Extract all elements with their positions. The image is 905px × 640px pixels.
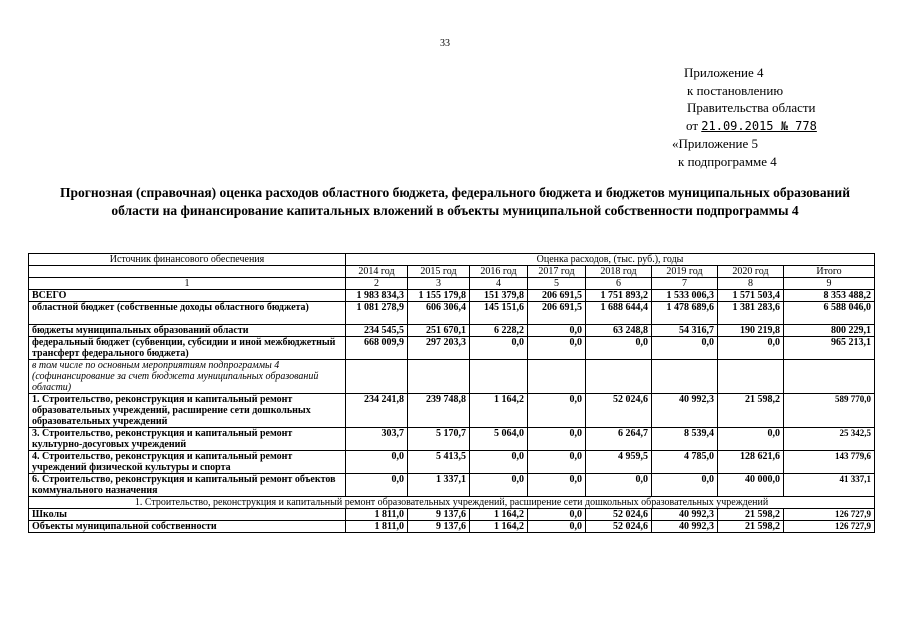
value-cell: 40 000,0 — [718, 474, 784, 497]
column-number: 4 — [470, 278, 528, 290]
value-cell: 589 770,0 — [784, 394, 875, 428]
column-number: 7 — [652, 278, 718, 290]
value-cell: 8 539,4 — [652, 428, 718, 451]
empty-cell — [29, 266, 346, 278]
estimate-header: Оценка расходов, (тыс. руб.), годы — [346, 254, 875, 266]
year-header: 2017 год — [528, 266, 586, 278]
value-cell — [784, 360, 875, 394]
row-label: ВСЕГО — [29, 290, 346, 302]
value-cell: 4 785,0 — [652, 451, 718, 474]
column-number: 6 — [586, 278, 652, 290]
value-cell — [586, 360, 652, 394]
value-cell: 0,0 — [652, 474, 718, 497]
value-cell: 41 337,1 — [784, 474, 875, 497]
value-cell: 63 248,8 — [586, 325, 652, 337]
value-cell: 0,0 — [528, 451, 586, 474]
value-cell: 0,0 — [528, 521, 586, 533]
row-label: областной бюджет (собственные доходы областного бюджета) — [29, 302, 346, 325]
value-cell: 6 228,2 — [470, 325, 528, 337]
value-cell: 0,0 — [528, 474, 586, 497]
table-row — [29, 509, 875, 521]
value-cell: 206 691,5 — [528, 302, 586, 325]
value-cell — [528, 360, 586, 394]
value-cell: 25 342,5 — [784, 428, 875, 451]
value-cell — [718, 360, 784, 394]
table-row — [29, 474, 875, 497]
value-cell: 1 155 179,8 — [408, 290, 470, 302]
column-number: 5 — [528, 278, 586, 290]
table-row — [29, 394, 875, 428]
value-cell: 0,0 — [346, 451, 408, 474]
value-cell: 8 353 488,2 — [784, 290, 875, 302]
appendix-line-6: к подпрограмме 4 — [678, 153, 777, 169]
value-cell: 4 959,5 — [586, 451, 652, 474]
value-cell: 668 009,9 — [346, 337, 408, 360]
value-cell: 0,0 — [528, 337, 586, 360]
row-label: 1. Строительство, реконструкция и капитальный ремонт образовательных учреждений, расширение сети дошкольных образовательных учреждений — [29, 394, 346, 428]
appendix-line-2: к постановлению — [687, 82, 784, 98]
value-cell: 1 381 283,6 — [718, 302, 784, 325]
appendix-line-3: Правительства области — [687, 100, 816, 115]
value-cell: 126 727,9 — [784, 521, 875, 533]
value-cell: 0,0 — [586, 337, 652, 360]
value-cell: 234 545,5 — [346, 325, 408, 337]
value-cell: 0,0 — [528, 394, 586, 428]
value-cell: 1 164,2 — [470, 521, 528, 533]
table-row — [29, 428, 875, 451]
value-cell: 5 064,0 — [470, 428, 528, 451]
value-cell: 145 151,6 — [470, 302, 528, 325]
table-row — [29, 325, 875, 337]
value-cell: 800 229,1 — [784, 325, 875, 337]
value-cell: 251 670,1 — [408, 325, 470, 337]
value-cell — [470, 360, 528, 394]
value-cell: 1 571 503,4 — [718, 290, 784, 302]
value-cell: 1 081 278,9 — [346, 302, 408, 325]
value-cell: 0,0 — [470, 337, 528, 360]
value-cell: 1 811,0 — [346, 521, 408, 533]
value-cell: 0,0 — [586, 474, 652, 497]
value-cell: 54 316,7 — [652, 325, 718, 337]
value-cell: 6 588 046,0 — [784, 302, 875, 325]
year-header: 2015 год — [408, 266, 470, 278]
appendix-line-5: «Приложение 5 — [672, 136, 759, 151]
row-label: федеральный бюджет (субвенции, субсидии и иной межбюджетный трансферт федерального бюджета) — [29, 337, 346, 360]
year-header: 2016 год — [470, 266, 528, 278]
appendix-line-1: Приложение 4 — [684, 65, 764, 80]
value-cell: 1 337,1 — [408, 474, 470, 497]
table-row — [29, 360, 875, 394]
table-row — [29, 521, 875, 533]
section-header-row — [29, 497, 875, 509]
value-cell: 0,0 — [652, 337, 718, 360]
value-cell: 1 533 006,3 — [652, 290, 718, 302]
row-label: 6. Строительство, реконструкция и капитальный ремонт объектов коммунального назначения — [29, 474, 346, 497]
value-cell: 52 024,6 — [586, 394, 652, 428]
appendix-header — [672, 64, 817, 170]
value-cell: 21 598,2 — [718, 394, 784, 428]
value-cell: 5 413,5 — [408, 451, 470, 474]
value-cell: 1 478 689,6 — [652, 302, 718, 325]
value-cell — [346, 360, 408, 394]
value-cell: 40 992,3 — [652, 521, 718, 533]
row-label: Школы — [29, 509, 346, 521]
value-cell: 297 203,3 — [408, 337, 470, 360]
year-header: 2019 год — [652, 266, 718, 278]
section-header: 1. Строительство, реконструкция и капитальный ремонт образовательных учреждений, расширение сети дошкольных образовательных учреждений — [29, 497, 875, 509]
value-cell: 0,0 — [470, 474, 528, 497]
appendix-date-number: 21.09.2015 № 778 — [701, 118, 817, 133]
value-cell: 1 164,2 — [470, 509, 528, 521]
value-cell: 5 170,7 — [408, 428, 470, 451]
value-cell: 126 727,9 — [784, 509, 875, 521]
appendix-date-prefix: от — [686, 117, 699, 133]
value-cell: 234 241,8 — [346, 394, 408, 428]
column-number: 2 — [346, 278, 408, 290]
table-row — [29, 290, 875, 302]
value-cell: 0,0 — [470, 451, 528, 474]
table-row — [29, 302, 875, 325]
value-cell: 206 691,5 — [528, 290, 586, 302]
value-cell: 6 264,7 — [586, 428, 652, 451]
total-header: Итого — [784, 266, 875, 278]
value-cell: 21 598,2 — [718, 521, 784, 533]
value-cell: 0,0 — [718, 428, 784, 451]
table-row — [29, 337, 875, 360]
value-cell: 52 024,6 — [586, 521, 652, 533]
column-number: 3 — [408, 278, 470, 290]
row-label: в том числе по основным мероприятиям подпрограммы 4 (софинансирование за счет бюджета муниципальных образований области) — [29, 360, 346, 394]
year-header: 2018 год — [586, 266, 652, 278]
value-cell: 1 164,2 — [470, 394, 528, 428]
value-cell: 52 024,6 — [586, 509, 652, 521]
value-cell: 151 379,8 — [470, 290, 528, 302]
value-cell — [652, 360, 718, 394]
column-number: 8 — [718, 278, 784, 290]
row-label: бюджеты муниципальных образований области — [29, 325, 346, 337]
value-cell: 1 688 644,4 — [586, 302, 652, 325]
value-cell: 9 137,6 — [408, 509, 470, 521]
budget-table — [28, 253, 875, 533]
value-cell: 239 748,8 — [408, 394, 470, 428]
page-number: 33 — [440, 38, 450, 49]
value-cell: 0,0 — [528, 428, 586, 451]
value-cell: 190 219,8 — [718, 325, 784, 337]
value-cell: 0,0 — [718, 337, 784, 360]
value-cell: 40 992,3 — [652, 394, 718, 428]
table-row — [29, 451, 875, 474]
value-cell: 1 811,0 — [346, 509, 408, 521]
value-cell: 0,0 — [346, 474, 408, 497]
source-header: Источник финансового обеспечения — [29, 254, 346, 266]
value-cell: 143 779,6 — [784, 451, 875, 474]
value-cell: 606 306,4 — [408, 302, 470, 325]
value-cell: 1 983 834,3 — [346, 290, 408, 302]
value-cell — [408, 360, 470, 394]
document-title: Прогнозная (справочная) оценка расходов областного бюджета, федерального бюджета и бюджетов муниципальных образований области на финансирование капитальных вложений в объекты муниципальной собственности подпрограммы 4 — [60, 185, 850, 218]
year-header: 2020 год — [718, 266, 784, 278]
value-cell: 9 137,6 — [408, 521, 470, 533]
column-number: 1 — [29, 278, 346, 290]
value-cell: 965 213,1 — [784, 337, 875, 360]
value-cell: 0,0 — [528, 325, 586, 337]
value-cell: 303,7 — [346, 428, 408, 451]
value-cell: 128 621,6 — [718, 451, 784, 474]
value-cell: 0,0 — [528, 509, 586, 521]
row-label: Объекты муниципальной собственности — [29, 521, 346, 533]
year-header: 2014 год — [346, 266, 408, 278]
appendix-line-4 — [672, 117, 817, 136]
value-cell: 40 992,3 — [652, 509, 718, 521]
row-label: 3. Строительство, реконструкция и капитальный ремонт культурно-досуговых учреждений — [29, 428, 346, 451]
value-cell: 21 598,2 — [718, 509, 784, 521]
row-label: 4. Строительство, реконструкция и капитальный ремонт учреждений физической культуры и спорта — [29, 451, 346, 474]
value-cell: 1 751 893,2 — [586, 290, 652, 302]
column-number: 9 — [784, 278, 875, 290]
